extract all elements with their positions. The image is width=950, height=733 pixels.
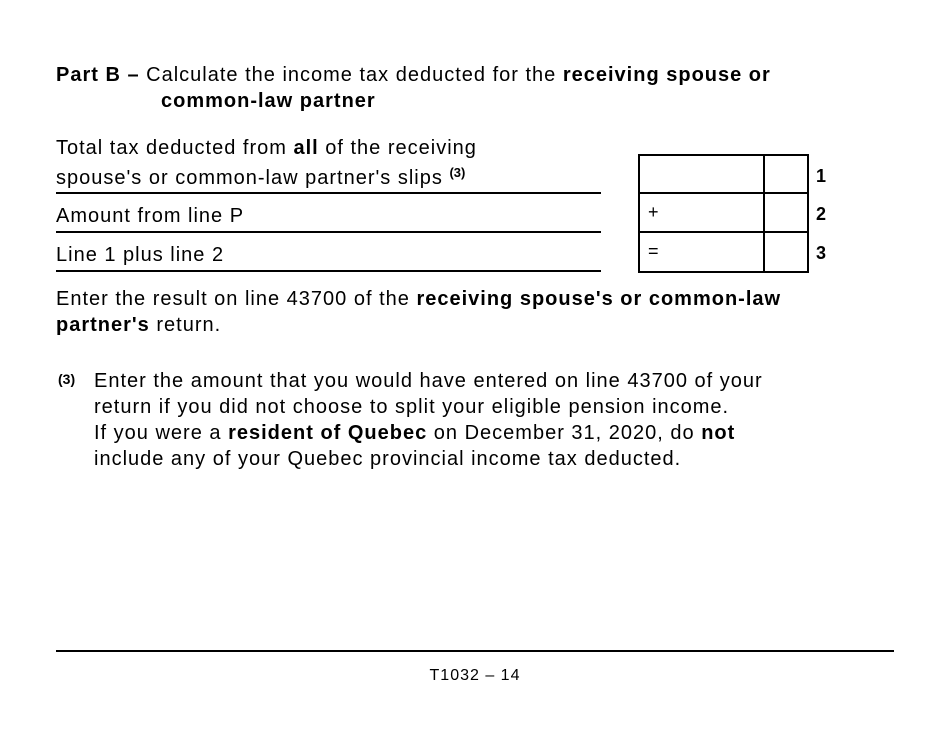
part-b-title-bold: receiving spouse or	[562, 64, 771, 86]
line-number-3: 3	[816, 243, 828, 263]
part-b-heading-line2	[161, 88, 376, 114]
part-b-title-bold-2: common-law partner	[161, 90, 376, 112]
footnote-line1: Enter the amount that you would have entered on line 43700 of your	[94, 370, 763, 392]
line2-cents-field[interactable]	[765, 194, 807, 231]
result-bold-2: partner's	[56, 314, 150, 336]
line1-label-row1	[56, 135, 477, 161]
line1-bold: all	[293, 137, 319, 159]
line1-underline	[56, 192, 601, 194]
footnote-line3-text-a: If you were a	[94, 422, 222, 444]
result-text-a: Enter the result on line 43700 of the	[56, 288, 410, 310]
line1-footnote-ref: (3)	[449, 165, 466, 180]
footnote-line3-bold-2: not	[701, 422, 736, 444]
line3-cents-field[interactable]	[765, 233, 807, 271]
equals-sign: =	[648, 241, 660, 261]
result-instruction-row1	[56, 286, 781, 312]
part-b-heading	[56, 62, 771, 88]
footnote-marker: (3)	[58, 371, 76, 387]
line3-label: Line 1 plus line 2	[56, 244, 225, 266]
line1-cents-field[interactable]	[765, 156, 807, 192]
part-b-title-start: Calculate the income tax deducted for the	[146, 64, 557, 86]
line1-text-c: spouse's or common-law partner's slips	[56, 167, 443, 189]
footnote-line4: include any of your Quebec provincial income tax deducted.	[94, 448, 682, 470]
line-number-2: 2	[816, 204, 828, 224]
result-bold-1: receiving spouse's or common-law	[416, 288, 782, 310]
line2-underline	[56, 231, 601, 233]
result-text-b: return.	[156, 314, 222, 336]
line-number-1: 1	[816, 166, 828, 186]
footnote-line3-text-b: on December 31, 2020, do	[433, 422, 695, 444]
footnote-line2: return if you did not choose to split your eligible pension income.	[94, 396, 730, 418]
line1-text-a: Total tax deducted from	[56, 137, 287, 159]
plus-sign: +	[648, 202, 660, 222]
result-instruction-row2	[56, 312, 221, 338]
part-b-label: Part B –	[56, 64, 140, 86]
footer-rule	[56, 650, 894, 652]
line3-underline	[56, 270, 601, 272]
line1-amount-field[interactable]	[640, 156, 763, 192]
footnote-line3-bold: resident of Quebec	[228, 422, 428, 444]
line1-text-b: of the receiving	[325, 137, 477, 159]
line2-label: Amount from line P	[56, 205, 245, 227]
footnote-line3	[94, 420, 735, 446]
page-number: T1032 – 14	[429, 667, 521, 684]
line1-label-row2	[56, 160, 465, 191]
